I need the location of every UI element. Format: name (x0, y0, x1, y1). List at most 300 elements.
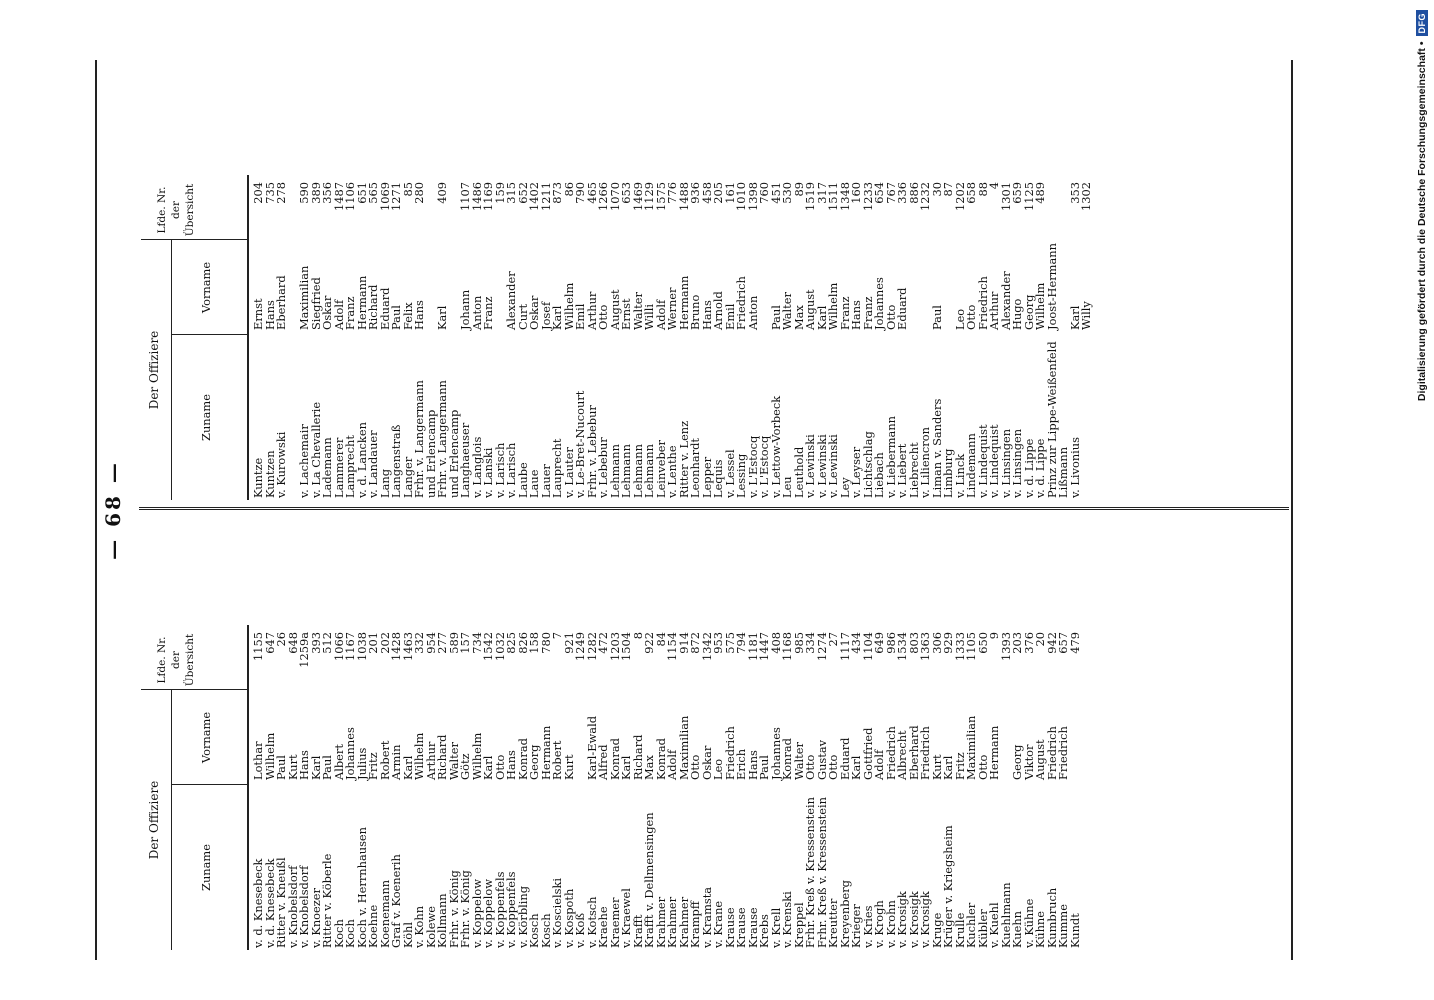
table-row (943, 70, 955, 500)
nr-cell: 1202 (952, 182, 967, 211)
zuname-cell: v. Kospoth (561, 888, 576, 948)
vorname-cell: Alexander (998, 271, 1013, 330)
vorname-cell: Max (791, 305, 806, 330)
zuname-cell: Frhr. v. Lebebur (584, 405, 599, 498)
nr-cell: 886 (906, 182, 921, 204)
vorname-cell: Joost-Hermann (1044, 243, 1059, 330)
nr-cell: 589 (446, 632, 461, 654)
nr-cell: 653 (619, 182, 633, 204)
zuname-cell: Kuehn (1010, 910, 1024, 948)
nr-cell: 472 (596, 632, 610, 654)
zuname-cell: v. Krane (711, 900, 725, 948)
vorname-cell: Arthur (987, 291, 1001, 330)
zuname-cell: Lauer (538, 464, 553, 498)
vorname-cell: Richard (630, 734, 645, 780)
zuname-cell: Kolewe (423, 906, 438, 948)
nr-cell: 317 (814, 182, 829, 204)
vorname-cell: Otto (964, 304, 978, 330)
table-row (515, 70, 530, 500)
nr-cell: 929 (941, 632, 955, 654)
zuname-cell: v. Lebebur (596, 437, 610, 498)
zuname-cell: v. L'Estocq (757, 435, 771, 498)
zuname-cell: v. Krogh (872, 900, 886, 948)
table-row (768, 520, 783, 950)
zuname-cell: v. Linsingen (998, 428, 1013, 498)
zuname-cell: v. Liliencron (918, 427, 932, 498)
vorname-cell: Otto (826, 754, 840, 780)
nr-cell: 1066 (331, 632, 346, 661)
table-row (515, 520, 530, 950)
vorname-cell: Konrad (515, 738, 530, 780)
table-row (943, 520, 955, 950)
nr-cell: 649 (872, 632, 886, 654)
nr-cell: 767 (883, 182, 898, 204)
nr-cell: 1302 (1079, 182, 1093, 211)
vorname-cell: Oskar (320, 295, 334, 330)
vorname-cell: Eduard (895, 287, 909, 330)
zuname-cell: Kollmann (435, 893, 449, 948)
zuname-cell: v. Krosigk (906, 891, 921, 948)
vorname-cell: Karl (1067, 305, 1082, 330)
nr-cell: 201 (366, 632, 380, 654)
vorname-cell: Hermann (676, 275, 691, 330)
nr-cell: 790 (573, 182, 587, 204)
vorname-cell: Friedrich (1056, 726, 1070, 780)
table-row (713, 70, 725, 500)
nr-cell: 1211 (538, 182, 553, 211)
table-row (998, 520, 1013, 950)
table-row (253, 70, 265, 500)
vorname-cell: Adolf (653, 299, 668, 330)
nr-cell: 1106 (343, 182, 357, 211)
zuname-cell: Lichtschlag (860, 431, 875, 498)
zuname-cell: Krahmer (665, 896, 679, 948)
zuname-cell: Lehmann (630, 444, 645, 498)
vorname-cell: Adolf (331, 299, 346, 330)
nr-cell: 826 (515, 632, 530, 654)
vorname-cell: Paul (389, 305, 403, 330)
zuname-cell: Kraehe (596, 906, 610, 948)
nr-cell: 1363 (918, 632, 932, 661)
dfg-logo: DFG (1416, 10, 1428, 37)
zuname-cell: Kumme (1056, 904, 1070, 948)
nr-cell: 922 (642, 632, 656, 654)
zuname-cell: Leinveber (653, 440, 668, 498)
table-row (1067, 70, 1082, 500)
table-row (1067, 520, 1082, 950)
zuname-cell: Ley (837, 477, 852, 498)
zuname-cell: v. Lanski (481, 447, 495, 498)
zuname-cell: Krafft v. Dellmensingen (642, 812, 656, 948)
nr-cell: 953 (711, 632, 725, 654)
table-row (607, 70, 622, 500)
nr-cell: 353 (1067, 182, 1082, 204)
zuname-cell: Kreyenberg (837, 880, 852, 948)
zuname-cell: v. Lewinski (803, 434, 817, 498)
nr-cell: 1447 (757, 632, 771, 661)
vorname-cell: Gustav (814, 739, 829, 780)
zuname-cell: Kühne (1033, 910, 1047, 948)
zuname-cell: v. Langlois (469, 436, 484, 498)
nr-cell: 1271 (389, 182, 403, 211)
zuname-cell: Frhr. Kreß v. Kressenstein (803, 797, 817, 948)
zuname-cell: v. Landauer (366, 430, 380, 498)
nr-cell: 315 (504, 182, 518, 204)
vorname-cell: Hans (849, 300, 863, 330)
vorname-cell: Oskar (699, 745, 714, 780)
header-zuname: Zuname (199, 394, 213, 441)
zuname-cell: v. d. Knesebeck (251, 858, 265, 948)
nr-cell: 1104 (860, 632, 875, 661)
vorname-cell: Wilhelm (826, 282, 840, 330)
header-base-rule (247, 625, 249, 950)
vorname-cell: Paul (768, 305, 783, 330)
zuname-cell: Lehmann (619, 444, 633, 498)
nr-cell: 1129 (642, 182, 656, 211)
vorname-cell: Karl-Ewald (584, 715, 599, 780)
zuname-cell: Krafft (630, 914, 645, 948)
vorname-cell: August (607, 289, 622, 330)
nr-cell: 954 (423, 632, 438, 654)
nr-cell: 376 (1021, 632, 1036, 654)
nr-cell: 1469 (630, 182, 645, 211)
vorname-cell: Alfred (596, 744, 610, 780)
nr-cell: 1342 (699, 632, 714, 661)
table-row (414, 520, 426, 950)
table-row (676, 520, 691, 950)
table-row (1058, 520, 1070, 950)
vorname-cell: Wilhelm (412, 732, 426, 780)
zuname-cell: Kübler (975, 909, 990, 948)
vorname-cell: Karl (941, 755, 955, 780)
table-row (644, 520, 656, 950)
table-bottom-rule (1291, 60, 1293, 960)
nr-cell: 1542 (481, 632, 495, 661)
table-top-rule (95, 60, 97, 960)
zuname-cell: v. Livonius (1067, 437, 1082, 498)
zuname-cell: v. d. Lancken (354, 422, 369, 498)
nr-cell: 872 (688, 632, 702, 654)
header-rule (171, 240, 172, 500)
vorname-cell: Gottfried (860, 727, 875, 780)
header-group: Der Offiziere (147, 780, 161, 860)
nr-cell: 825 (504, 632, 518, 654)
zuname-cell: v. Körbling (515, 885, 530, 948)
table-row (920, 520, 932, 950)
vorname-cell: Otto (803, 754, 817, 780)
nr-cell: 734 (469, 632, 484, 654)
zuname-cell: Kuntze (251, 457, 265, 498)
vorname-cell: Otto (883, 304, 898, 330)
zuname-cell: v. Lauter (561, 447, 576, 498)
nr-cell: 84 (653, 632, 668, 647)
vorname-cell: Friedrich (883, 726, 898, 780)
nr-cell: 760 (757, 182, 771, 204)
vorname-cell: Wilhelm (1033, 282, 1047, 330)
zuname-cell: v. Kuehl (987, 902, 1001, 948)
zuname-cell: v. Lindequist (987, 424, 1001, 498)
zuname-cell: Langer (400, 456, 415, 498)
header-vorname: Vorname (199, 711, 213, 764)
vorname-cell: Siegfried (308, 277, 323, 330)
nr-cell: 4 (987, 182, 1001, 190)
zuname-cell: Langhaeuser (458, 422, 472, 498)
vorname-cell: Walter (446, 742, 461, 780)
zuname-cell: Koehne (366, 904, 380, 948)
table-row (736, 520, 748, 950)
nr-cell: 1266 (596, 182, 610, 211)
vorname-cell: Josef (538, 301, 553, 330)
right-rows (253, 70, 1093, 500)
vorname-cell: Hans (699, 300, 714, 330)
nr-cell: 1233 (860, 182, 875, 211)
zuname-cell: Langenstraß (389, 424, 403, 498)
nr-cell: 306 (929, 632, 944, 654)
nr-cell: 1125 (1021, 182, 1036, 211)
zuname-cell: Krebs (757, 914, 771, 948)
vorname-cell: Felix (400, 302, 415, 330)
nr-cell: 1487 (331, 182, 346, 211)
zuname-cell: v. Krohn (883, 900, 898, 948)
header-nr-line: Lfde. Nr. (156, 636, 168, 684)
nr-cell: 159 (492, 182, 507, 204)
nr-cell: 657 (1056, 632, 1070, 654)
nr-cell: 26 (274, 632, 288, 647)
header-nr (155, 630, 197, 690)
vorname-cell: Friedrich (918, 726, 932, 780)
vorname-cell: Eduard (377, 287, 392, 330)
zuname-cell: Krahmer (676, 896, 691, 948)
vorname-cell: Wilhelm (469, 732, 484, 780)
table-row (699, 70, 714, 500)
zuname-cell: Kreppel (791, 902, 806, 948)
credit-text: Digitalisierung gefördert durch die Deutsche Forschungsgemeinschaft • (1416, 41, 1428, 402)
zuname-cell: Kosch (527, 913, 541, 948)
nr-cell: 1259a (297, 632, 311, 668)
zuname-cell: v. Koppelow (469, 879, 484, 948)
vorname-cell: Richard (435, 734, 449, 780)
nr-cell: 658 (964, 182, 978, 204)
nr-cell: 651 (354, 182, 369, 204)
left-table (141, 520, 1291, 950)
vorname-cell: Johannes (768, 727, 783, 780)
vorname-cell: Leo (711, 758, 725, 780)
zuname-cell: Kumbruch (1044, 887, 1059, 948)
table-row (621, 70, 633, 500)
zuname-cell: v. Knobelsdorf (297, 865, 311, 948)
vorname-cell: Hans (412, 300, 426, 330)
vorname-cell: Erich (734, 748, 748, 780)
zuname-cell: Ritter v. Lenz (676, 420, 691, 498)
nr-cell: 1070 (607, 182, 622, 211)
zuname-cell: v. Krosigk (895, 891, 909, 948)
nr-cell: 465 (584, 182, 599, 204)
vorname-cell: Karl (550, 305, 564, 330)
zuname-cell: Frhr. v. Langermann (435, 380, 449, 498)
vorname-cell: August (1033, 739, 1047, 780)
zuname-cell: Kruge (929, 912, 944, 948)
zuname-cell: Liman v. Sanders (929, 398, 944, 498)
nr-cell: 1282 (584, 632, 599, 661)
table-row (722, 520, 737, 950)
credit-strip (1412, 10, 1432, 995)
nr-cell: 158 (527, 632, 541, 654)
table-row (368, 70, 380, 500)
vorname-cell: Kurt (561, 754, 576, 780)
zuname-cell: und Erlencamp (446, 409, 461, 498)
zuname-cell: v. Liebert (895, 443, 909, 498)
nr-cell: 1348 (837, 182, 852, 211)
vorname-cell: Fritz (366, 752, 380, 780)
nr-cell: 409 (435, 182, 449, 204)
vorname-cell: Karl (619, 755, 633, 780)
zuname-cell: Koch (331, 919, 346, 948)
vorname-cell: Paul (320, 755, 334, 780)
header-nr-line: der (170, 201, 182, 219)
vorname-cell: Robert (377, 740, 392, 780)
zuname-cell: v. Krenski (780, 891, 794, 948)
zuname-cell: Koch (343, 919, 357, 948)
table-row (354, 520, 369, 950)
table-row (391, 70, 403, 500)
vorname-cell: Werner (665, 287, 679, 330)
nr-cell: 1105 (964, 632, 978, 661)
zuname-cell: v. Kramsta (699, 886, 714, 948)
table-row (529, 70, 541, 500)
table-row (782, 70, 794, 500)
vorname-cell: Eduard (837, 737, 852, 780)
nr-cell: 1010 (734, 182, 748, 211)
table-row (561, 520, 576, 950)
vorname-cell: Georg (1021, 294, 1036, 330)
nr-cell: 202 (377, 632, 392, 654)
zuname-cell: v. d. Lippe (1021, 438, 1036, 498)
zuname-cell: Leu (780, 476, 794, 498)
zuname-cell: Frhr. v. König (458, 870, 472, 948)
zuname-cell: und Erlencamp (423, 409, 438, 498)
zuname-cell: Koenemann (377, 879, 392, 948)
vorname-cell: Karl (400, 755, 415, 780)
vorname-cell: Fritz (952, 752, 967, 780)
table-row (837, 520, 852, 950)
nr-cell: 393 (308, 632, 323, 654)
vorname-cell: Otto (688, 754, 702, 780)
zuname-cell: Kundt (1067, 913, 1082, 948)
vorname-cell: Emil (573, 303, 587, 330)
nr-cell: 1181 (745, 632, 760, 661)
vorname-cell: Georg (1010, 744, 1024, 780)
vorname-cell: Götz (458, 753, 472, 780)
nr-cell: 512 (320, 632, 334, 654)
nr-cell: 1301 (998, 182, 1013, 211)
zuname-cell: v. Lewinski (814, 434, 829, 498)
nr-cell: 659 (1010, 182, 1024, 204)
zuname-cell: v. Koscielski (550, 877, 564, 948)
zuname-cell: Lauprecht (550, 438, 564, 498)
zuname-cell: Lindemann (964, 433, 978, 498)
vorname-cell: Otto (596, 304, 610, 330)
nr-cell: 205 (711, 182, 725, 204)
zuname-cell: Lepper (699, 456, 714, 498)
table-row (460, 70, 472, 500)
zuname-cell: v. Leyser (849, 446, 863, 498)
zuname-cell: v. Krell (768, 907, 783, 948)
nr-cell: 27 (826, 632, 840, 647)
nr-cell: 1428 (389, 632, 403, 661)
table-row (308, 70, 323, 500)
table-row (276, 70, 288, 500)
nr-cell: 942 (1044, 632, 1059, 654)
vorname-cell: Karl (849, 755, 863, 780)
nr-cell: 1167 (343, 632, 357, 661)
zuname-cell: v. d. Knesebeck (262, 858, 277, 948)
table-row (966, 520, 978, 950)
vorname-cell: Robert (550, 740, 564, 780)
nr-cell: 1486 (469, 182, 484, 211)
vorname-cell: Konrad (780, 738, 794, 780)
table-row (1081, 70, 1093, 500)
table-row (745, 520, 760, 950)
table-row (322, 520, 334, 950)
vorname-cell: Franz (343, 296, 357, 330)
page-number: — 68 — (101, 460, 125, 560)
zuname-cell: v. Kotsch (584, 896, 599, 948)
nr-cell: 277 (435, 632, 449, 654)
vorname-cell: Georg (527, 744, 541, 780)
zuname-cell: Kuehlmann (998, 882, 1013, 948)
vorname-cell: Walter (791, 742, 806, 780)
header-group: Der Offiziere (147, 330, 161, 410)
table-row (690, 70, 702, 500)
vorname-cell: Konrad (607, 738, 622, 780)
zuname-cell: Lammerer (331, 437, 346, 498)
vorname-cell: Bruno (688, 294, 702, 330)
zuname-cell: Kuchler (964, 902, 978, 948)
nr-cell: 1032 (492, 632, 507, 661)
zuname-cell: v. Koppenfels (504, 871, 518, 948)
zuname-cell: Lessing (734, 453, 748, 498)
vorname-cell: Hermann (987, 725, 1001, 780)
vorname-cell: Hermann (354, 275, 369, 330)
vorname-cell: Ernst (619, 298, 633, 330)
vorname-cell: Curt (515, 303, 530, 330)
table-row (1021, 520, 1036, 950)
vorname-cell: Kurt (929, 754, 944, 780)
vorname-cell: Hans (297, 750, 311, 780)
vorname-cell: Paul (929, 305, 944, 330)
zuname-cell: v. Lindequist (975, 424, 990, 498)
table-row (1044, 70, 1059, 500)
table-row (483, 70, 495, 500)
nr-cell: 1402 (527, 182, 541, 211)
table-header (141, 520, 247, 950)
table-row (653, 70, 668, 500)
zuname-cell: Kreutter (826, 898, 840, 948)
vorname-cell: Wilhelm (561, 282, 576, 330)
header-nr-line: Übersicht (184, 633, 196, 687)
vorname-cell: Wilhelm (262, 732, 277, 780)
vorname-cell: Maximilian (676, 715, 691, 780)
vorname-cell: Albert (331, 744, 346, 780)
zuname-cell: Krüger v. Kriegsheim (941, 825, 955, 948)
nr-cell: 1463 (400, 632, 415, 661)
vorname-cell: Ernst (251, 298, 265, 330)
nr-cell: 985 (791, 632, 806, 654)
table-row (929, 70, 944, 500)
zuname-cell: Graf v. Koenerih (389, 854, 403, 948)
nr-cell: 565 (366, 182, 380, 204)
nr-cell: 654 (872, 182, 886, 204)
